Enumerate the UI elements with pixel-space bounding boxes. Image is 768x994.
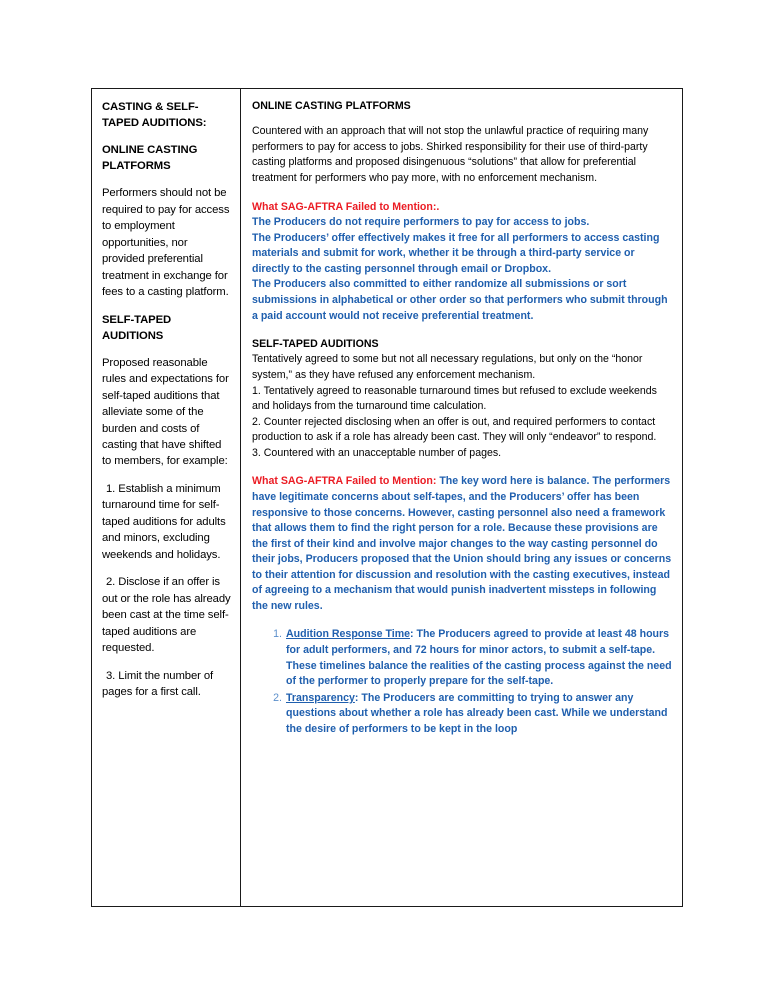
table-cell-left-sag-aftra-proposal bbox=[92, 89, 241, 906]
right-heading-self-taped-auditions: SELF-TAPED AUDITIONS bbox=[252, 338, 379, 351]
right-self-taped-item-2: 2. Counter rejected disclosing when an offer is out, and required performers to contact production to ask if a role has already been cast. They will only “endeavor” to respond. bbox=[252, 415, 657, 444]
right-self-taped-item-1: 1. Tentatively agreed to reasonable turnaround times but refused to exclude weekends and holidays from the turnaround time calculation. bbox=[252, 384, 657, 413]
left-list-item-3: 3. Limit the number of pages for a first call. bbox=[102, 669, 214, 699]
right-self-taped-item-3: 3. Countered with an unacceptable number of pages. bbox=[252, 446, 502, 459]
left-paragraph-self-taped-auditions: Proposed reasonable rules and expectations for self-taped auditions that alleviate some of the burden and costs of casting that have shifted to members, for example: bbox=[102, 356, 229, 468]
list-item-1-term: Audition Response Time bbox=[286, 628, 411, 641]
list-item bbox=[286, 627, 672, 689]
left-heading-casting-and-self-taped-auditions: CASTING & SELF-TAPED AUDITIONS: bbox=[102, 101, 207, 130]
left-heading-online-casting-platforms: ONLINE CASTING PLATFORMS bbox=[102, 144, 198, 173]
note-1-line-3: The Producers also committed to either randomize all submissions or sort submissions in alphabetical or other order so that performers who submit through a paid account would not receive preferential treatment. bbox=[252, 278, 668, 322]
note-1-red-lead: What SAG-AFTRA Failed to Mention:. bbox=[252, 200, 440, 213]
note-what-sag-aftra-failed-to-mention-2 bbox=[252, 474, 672, 614]
right-heading-online-casting-platforms: ONLINE CASTING PLATFORMS bbox=[252, 100, 411, 112]
list-item-1-text: : The Producers agreed to provide at least 48 hours for adult performers, and 72 hours for minor actors, to submit a self-tape. These timelines balance the realities of the casting process against the need of the performer to properly prepare for the self-tape. bbox=[286, 628, 672, 688]
left-paragraph-online-casting-platforms: Performers should not be required to pay for access to employment opportunities, nor provided preferential treatment in exchange for fees to a casting platform. bbox=[102, 187, 230, 299]
left-heading-self-taped-auditions: SELF-TAPED AUDITIONS bbox=[102, 313, 172, 342]
list-item-2-term: Transparency bbox=[286, 691, 355, 704]
note-1-line-2: The Producers’ offer effectively makes it free for all performers to access casting materials and submit for work, whether it be through a third-party service or directly to the casting personnel through email or Dropbox. bbox=[252, 231, 660, 275]
list-item-2-text: : The Producers are committing to trying to answer any questions about whether a role has already been cast. While we understand the desire of performers to be kept in the loop bbox=[286, 691, 668, 735]
table-cell-right-producers-response bbox=[241, 89, 682, 906]
producers-commitments-list bbox=[252, 627, 672, 737]
comparison-table bbox=[91, 88, 683, 907]
left-list-item-1: 1. Establish a minimum turnaround time for self-taped auditions for adults and minors, excluding weekends and holidays. bbox=[102, 482, 226, 561]
list-item bbox=[286, 691, 672, 738]
table-row bbox=[92, 89, 682, 906]
note-what-sag-aftra-failed-to-mention-1 bbox=[252, 200, 672, 325]
right-paragraph-online-casting-platforms: Countered with an approach that will not stop the unlawful practice of requiring many performers to pay for access to jobs. Shirked responsibility for their use of third-party casting platforms and proposed disingenuous “solutions” that allow for preferential treatment for performers who pay more, with no enforcement mechanism. bbox=[252, 125, 649, 185]
left-list-item-2: 2. Disclose if an offer is out or the role has already been cast at the time self-taped auditions are requested. bbox=[102, 576, 231, 655]
right-paragraph-self-taped-intro: Tentatively agreed to some but not all necessary regulations, but only on the “honor system,” as they have refused any enforcement mechanism. bbox=[252, 353, 643, 382]
note-1-line-1: The Producers do not require performers to pay for access to jobs. bbox=[252, 216, 590, 229]
note-2-red-lead: What SAG-AFTRA Failed to Mention: bbox=[252, 475, 437, 488]
note-2-body: The key word here is balance. The performers have legitimate concerns about self-tapes, and the Producers’ offer has been responsive to those concerns. However, casting personnel also need a framework that allows them to find the right person for a role. Because these provisions are the first of their kind and involve major changes to the way casting personnel do their jobs, Producers proposed that the Union should bring any issues or concerns to their attention for discussion and resolution with the casting executives, instead of agreeing to a mechanism that would punish inadvertent missteps in following the new rules. bbox=[252, 475, 672, 612]
